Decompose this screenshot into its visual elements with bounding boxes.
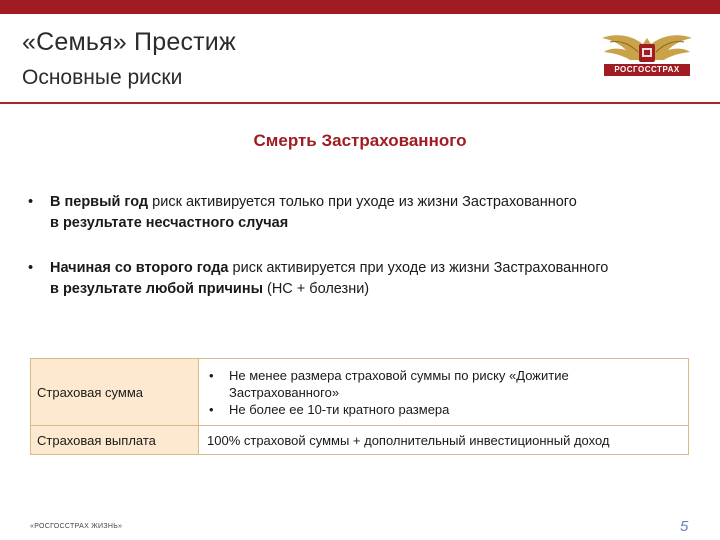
top-bar xyxy=(0,0,720,14)
insurance-terms-table xyxy=(30,358,689,455)
bullet-dot-icon: • xyxy=(28,194,34,210)
logo-wordmark: РОСГОССТРАХ xyxy=(604,64,690,76)
bullet-bold-cause: в результате несчастного случая xyxy=(50,215,289,231)
bullet-text: риск активируется при уходе из жизни Застрахованного xyxy=(228,260,609,276)
list-item: • Не менее размера страховой суммы по риску «Дожитие Застрахованного» xyxy=(209,367,569,400)
page-subtitle: Основные риски xyxy=(22,66,183,89)
row-label-sum: Страховая сумма xyxy=(31,359,199,426)
page-number: 5 xyxy=(680,518,689,535)
bullet-first-year xyxy=(28,192,688,234)
bullet-bold-lead: В первый год xyxy=(50,194,149,210)
bullet-dot-icon: • xyxy=(209,401,214,417)
bullet-text: риск активируется только при уходе из жизни Застрахованного xyxy=(148,194,577,210)
page-title: «Семья» Престиж xyxy=(22,28,236,56)
table-row xyxy=(31,359,689,426)
bullet-text-tail: (НС + болезни) xyxy=(262,281,370,297)
bullet-dot-icon: • xyxy=(28,260,34,276)
header-divider xyxy=(0,102,720,104)
section-title: Смерть Застрахованного xyxy=(253,131,467,150)
bullet-bold-lead: Начиная со второго года xyxy=(50,260,229,276)
bullet-dot-icon: • xyxy=(209,367,214,383)
table-row xyxy=(31,426,689,455)
row-value-sum xyxy=(199,359,689,426)
row-value-payout: 100% страховой суммы + дополнительный инвестиционный доход xyxy=(199,426,689,455)
footer-company: «РОСГОССТРАХ ЖИЗНЬ» xyxy=(30,523,123,530)
list-item: • Не более ее 10-ти кратного размера xyxy=(209,401,450,417)
bullet-bold-cause: в результате любой причины xyxy=(50,281,263,297)
bullet-second-year xyxy=(28,258,688,300)
row-label-payout: Страховая выплата xyxy=(31,426,199,455)
